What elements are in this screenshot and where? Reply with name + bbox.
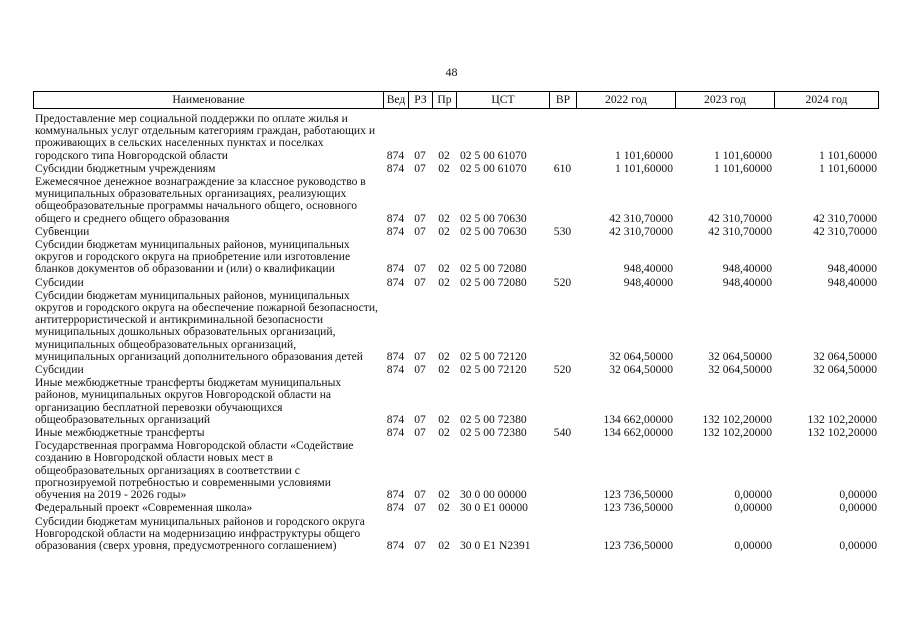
row-rz-cell: 07 <box>414 426 426 440</box>
row-cst-cell: 02 5 00 61070 <box>460 161 527 175</box>
row-ved-cell: 874 <box>386 501 405 515</box>
row-ved-cell: 874 <box>386 349 405 363</box>
row-2024-cell: 132 102,20000 <box>807 412 877 426</box>
budget-table <box>33 91 879 552</box>
row-2023-cell: 0,00000 <box>734 488 772 502</box>
row-ved-cell: 874 <box>386 148 405 162</box>
row-2022-cell: 123 736,50000 <box>603 488 673 502</box>
row-2022-cell: 42 310,70000 <box>609 211 673 225</box>
row-2023-cell: 132 102,20000 <box>702 426 772 440</box>
header-2024: 2024 год <box>774 91 879 109</box>
row-ved-cell: 874 <box>386 161 405 175</box>
row-cst-cell: 02 5 00 72380 <box>460 426 527 440</box>
row-rz-cell: 07 <box>414 501 426 515</box>
row-2022-cell: 1 101,60000 <box>615 148 673 162</box>
row-2024-cell: 42 310,70000 <box>813 224 877 238</box>
row-name-cell: Ежемесячное денежное вознаграждение за классное руководство в муниципальных образовательных организациях, реализующих общеобразовательные программы начального общего, основного общего и среднего общего образования <box>35 175 366 225</box>
row-ved-cell: 874 <box>386 224 405 238</box>
row-2023-cell: 1 101,60000 <box>714 161 772 175</box>
row-ved-cell: 874 <box>386 412 405 426</box>
row-cst-cell: 02 5 00 61070 <box>460 148 527 162</box>
row-cst-cell: 02 5 00 72120 <box>460 349 527 363</box>
row-ved-cell: 874 <box>386 211 405 225</box>
row-2023-cell: 32 064,50000 <box>708 363 772 377</box>
row-vr-cell <box>549 439 576 501</box>
row-vr-cell <box>549 376 576 426</box>
row-name-cell: Государственная программа Новгородской области «Содействие созданию в Новгородской области новых мест в общеобразовательных организациях в соответствии с прогнозируемой потребностью и современными условиями обучения на 2019 - 2026 годы» <box>35 439 354 502</box>
row-name-cell: Субсидии бюджетным учреждениям <box>35 161 216 175</box>
row-cst-cell: 30 0 00 00000 <box>460 488 527 502</box>
row-2022-cell: 134 662,00000 <box>603 426 673 440</box>
row-vr-cell <box>549 289 576 363</box>
row-pr-cell: 02 <box>438 349 450 363</box>
row-rz-cell: 07 <box>414 161 426 175</box>
row-2024-cell: 42 310,70000 <box>813 211 877 225</box>
row-name-cell: Субсидии бюджетам муниципальных районов, муниципальных округов и городского округа на приобретение или изготовление бланков документов об образовании и (или) о квалификации <box>35 238 351 276</box>
row-name-cell: Федеральный проект «Современная школа» <box>35 501 253 515</box>
row-name-cell: Субсидии бюджетам муниципальных районов, муниципальных округов и городского округа на обеспечение пожарной безопасности, антитеррористической и антикриминальной безопасности муниципальных дошкольных образовательных организаций, муниципальных общеобразовательных организаций, муниципальных организаций дополнительного образования детей <box>35 288 378 363</box>
row-2023-cell: 0,00000 <box>734 538 772 552</box>
row-cst-cell: 30 0 E1 00000 <box>460 501 528 515</box>
row-rz-cell: 07 <box>414 211 426 225</box>
row-vr-cell: 540 <box>553 426 572 440</box>
row-2022-cell: 32 064,50000 <box>609 363 673 377</box>
row-ved-cell: 874 <box>386 538 405 552</box>
row-vr-cell: 530 <box>553 224 572 238</box>
row-2023-cell: 42 310,70000 <box>708 224 772 238</box>
row-2023-cell: 42 310,70000 <box>708 211 772 225</box>
row-2022-cell: 948,40000 <box>623 275 673 289</box>
header-rz: РЗ <box>408 91 432 109</box>
row-2023-cell: 132 102,20000 <box>702 412 772 426</box>
row-vr-cell <box>549 175 576 225</box>
page-number: 48 <box>445 65 458 79</box>
row-2022-cell: 1 101,60000 <box>615 161 673 175</box>
row-vr-cell <box>549 501 576 514</box>
row-rz-cell: 07 <box>414 224 426 238</box>
row-pr-cell: 02 <box>438 488 450 502</box>
row-2023-cell: 948,40000 <box>722 275 772 289</box>
row-2022-cell: 42 310,70000 <box>609 224 673 238</box>
row-cst-cell: 02 5 00 72120 <box>460 363 527 377</box>
row-vr-cell: 520 <box>553 275 572 289</box>
row-cst-cell: 02 5 00 70630 <box>460 224 527 238</box>
row-name-cell: Субсидии <box>35 363 84 377</box>
row-rz-cell: 07 <box>414 275 426 289</box>
row-cst-cell: 02 5 00 72080 <box>460 262 527 276</box>
row-2024-cell: 1 101,60000 <box>819 161 877 175</box>
row-pr-cell: 02 <box>438 412 450 426</box>
row-vr-cell <box>549 515 576 553</box>
row-vr-cell: 520 <box>553 363 572 377</box>
row-rz-cell: 07 <box>414 262 426 276</box>
row-2024-cell: 0,00000 <box>839 538 877 552</box>
row-2024-cell: 948,40000 <box>827 262 877 276</box>
row-2024-cell: 0,00000 <box>839 501 877 515</box>
row-2024-cell: 0,00000 <box>839 488 877 502</box>
row-cst-cell: 30 0 E1 N2391 <box>460 538 531 552</box>
row-ved-cell: 874 <box>386 275 405 289</box>
header-name: Наименование <box>33 91 383 109</box>
row-rz-cell: 07 <box>414 349 426 363</box>
header-ved: Вед <box>383 91 408 109</box>
row-pr-cell: 02 <box>438 161 450 175</box>
row-pr-cell: 02 <box>438 262 450 276</box>
header-2022: 2022 год <box>576 91 675 109</box>
row-rz-cell: 07 <box>414 148 426 162</box>
header-cst: ЦСТ <box>456 91 549 109</box>
row-name-cell: Субвенции <box>35 224 90 238</box>
row-2022-cell: 134 662,00000 <box>603 412 673 426</box>
row-name-cell: Иные межбюджетные трансферты бюджетам муниципальных районов, муниципальных округов Новгородской области на организацию бесплатной перевозки обучающихся общеобразовательных организаций <box>35 376 342 426</box>
row-ved-cell: 874 <box>386 488 405 502</box>
row-pr-cell: 02 <box>438 538 450 552</box>
row-cst-cell: 02 5 00 70630 <box>460 211 527 225</box>
row-rz-cell: 07 <box>414 538 426 552</box>
row-ved-cell: 874 <box>386 363 405 377</box>
row-2023-cell: 1 101,60000 <box>714 148 772 162</box>
row-2024-cell: 1 101,60000 <box>819 148 877 162</box>
row-pr-cell: 02 <box>438 363 450 377</box>
row-name-cell: Иные межбюджетные трансферты <box>35 426 205 440</box>
row-pr-cell: 02 <box>438 426 450 440</box>
row-ved-cell: 874 <box>386 262 405 276</box>
row-2024-cell: 132 102,20000 <box>807 426 877 440</box>
row-vr-cell: 610 <box>553 161 572 175</box>
row-2023-cell: 948,40000 <box>722 262 772 276</box>
row-rz-cell: 07 <box>414 412 426 426</box>
row-vr-cell <box>549 238 576 276</box>
header-2023: 2023 год <box>675 91 774 109</box>
row-pr-cell: 02 <box>438 211 450 225</box>
row-pr-cell: 02 <box>438 224 450 238</box>
row-cst-cell: 02 5 00 72080 <box>460 275 527 289</box>
row-rz-cell: 07 <box>414 363 426 377</box>
row-2023-cell: 32 064,50000 <box>708 349 772 363</box>
row-2024-cell: 32 064,50000 <box>813 363 877 377</box>
row-pr-cell: 02 <box>438 275 450 289</box>
row-vr-cell <box>549 112 576 162</box>
header-pr: Пр <box>432 91 456 109</box>
row-name-cell: Предоставление мер социальной поддержки по оплате жилья и коммунальных услуг отдельным категориям граждан, работающих и проживающих в сельских населенных пунктах и поселках городского типа Новгородской области <box>35 112 376 162</box>
header-vr: ВР <box>549 91 576 109</box>
row-name-cell: Субсидии бюджетам муниципальных районов и городского округа Новгородской области на модернизацию инфраструктуры общего образования (сверх уровня, предусмотренного соглашением) <box>35 514 365 552</box>
row-2023-cell: 0,00000 <box>734 501 772 515</box>
row-2024-cell: 948,40000 <box>827 275 877 289</box>
row-ved-cell: 874 <box>386 426 405 440</box>
row-2022-cell: 948,40000 <box>623 262 673 276</box>
row-2022-cell: 32 064,50000 <box>609 349 673 363</box>
row-rz-cell: 07 <box>414 488 426 502</box>
row-2024-cell: 32 064,50000 <box>813 349 877 363</box>
row-name-cell: Субсидии <box>35 275 84 289</box>
row-pr-cell: 02 <box>438 148 450 162</box>
row-2022-cell: 123 736,50000 <box>603 538 673 552</box>
row-2022-cell: 123 736,50000 <box>603 501 673 515</box>
row-pr-cell: 02 <box>438 501 450 515</box>
row-cst-cell: 02 5 00 72380 <box>460 412 527 426</box>
